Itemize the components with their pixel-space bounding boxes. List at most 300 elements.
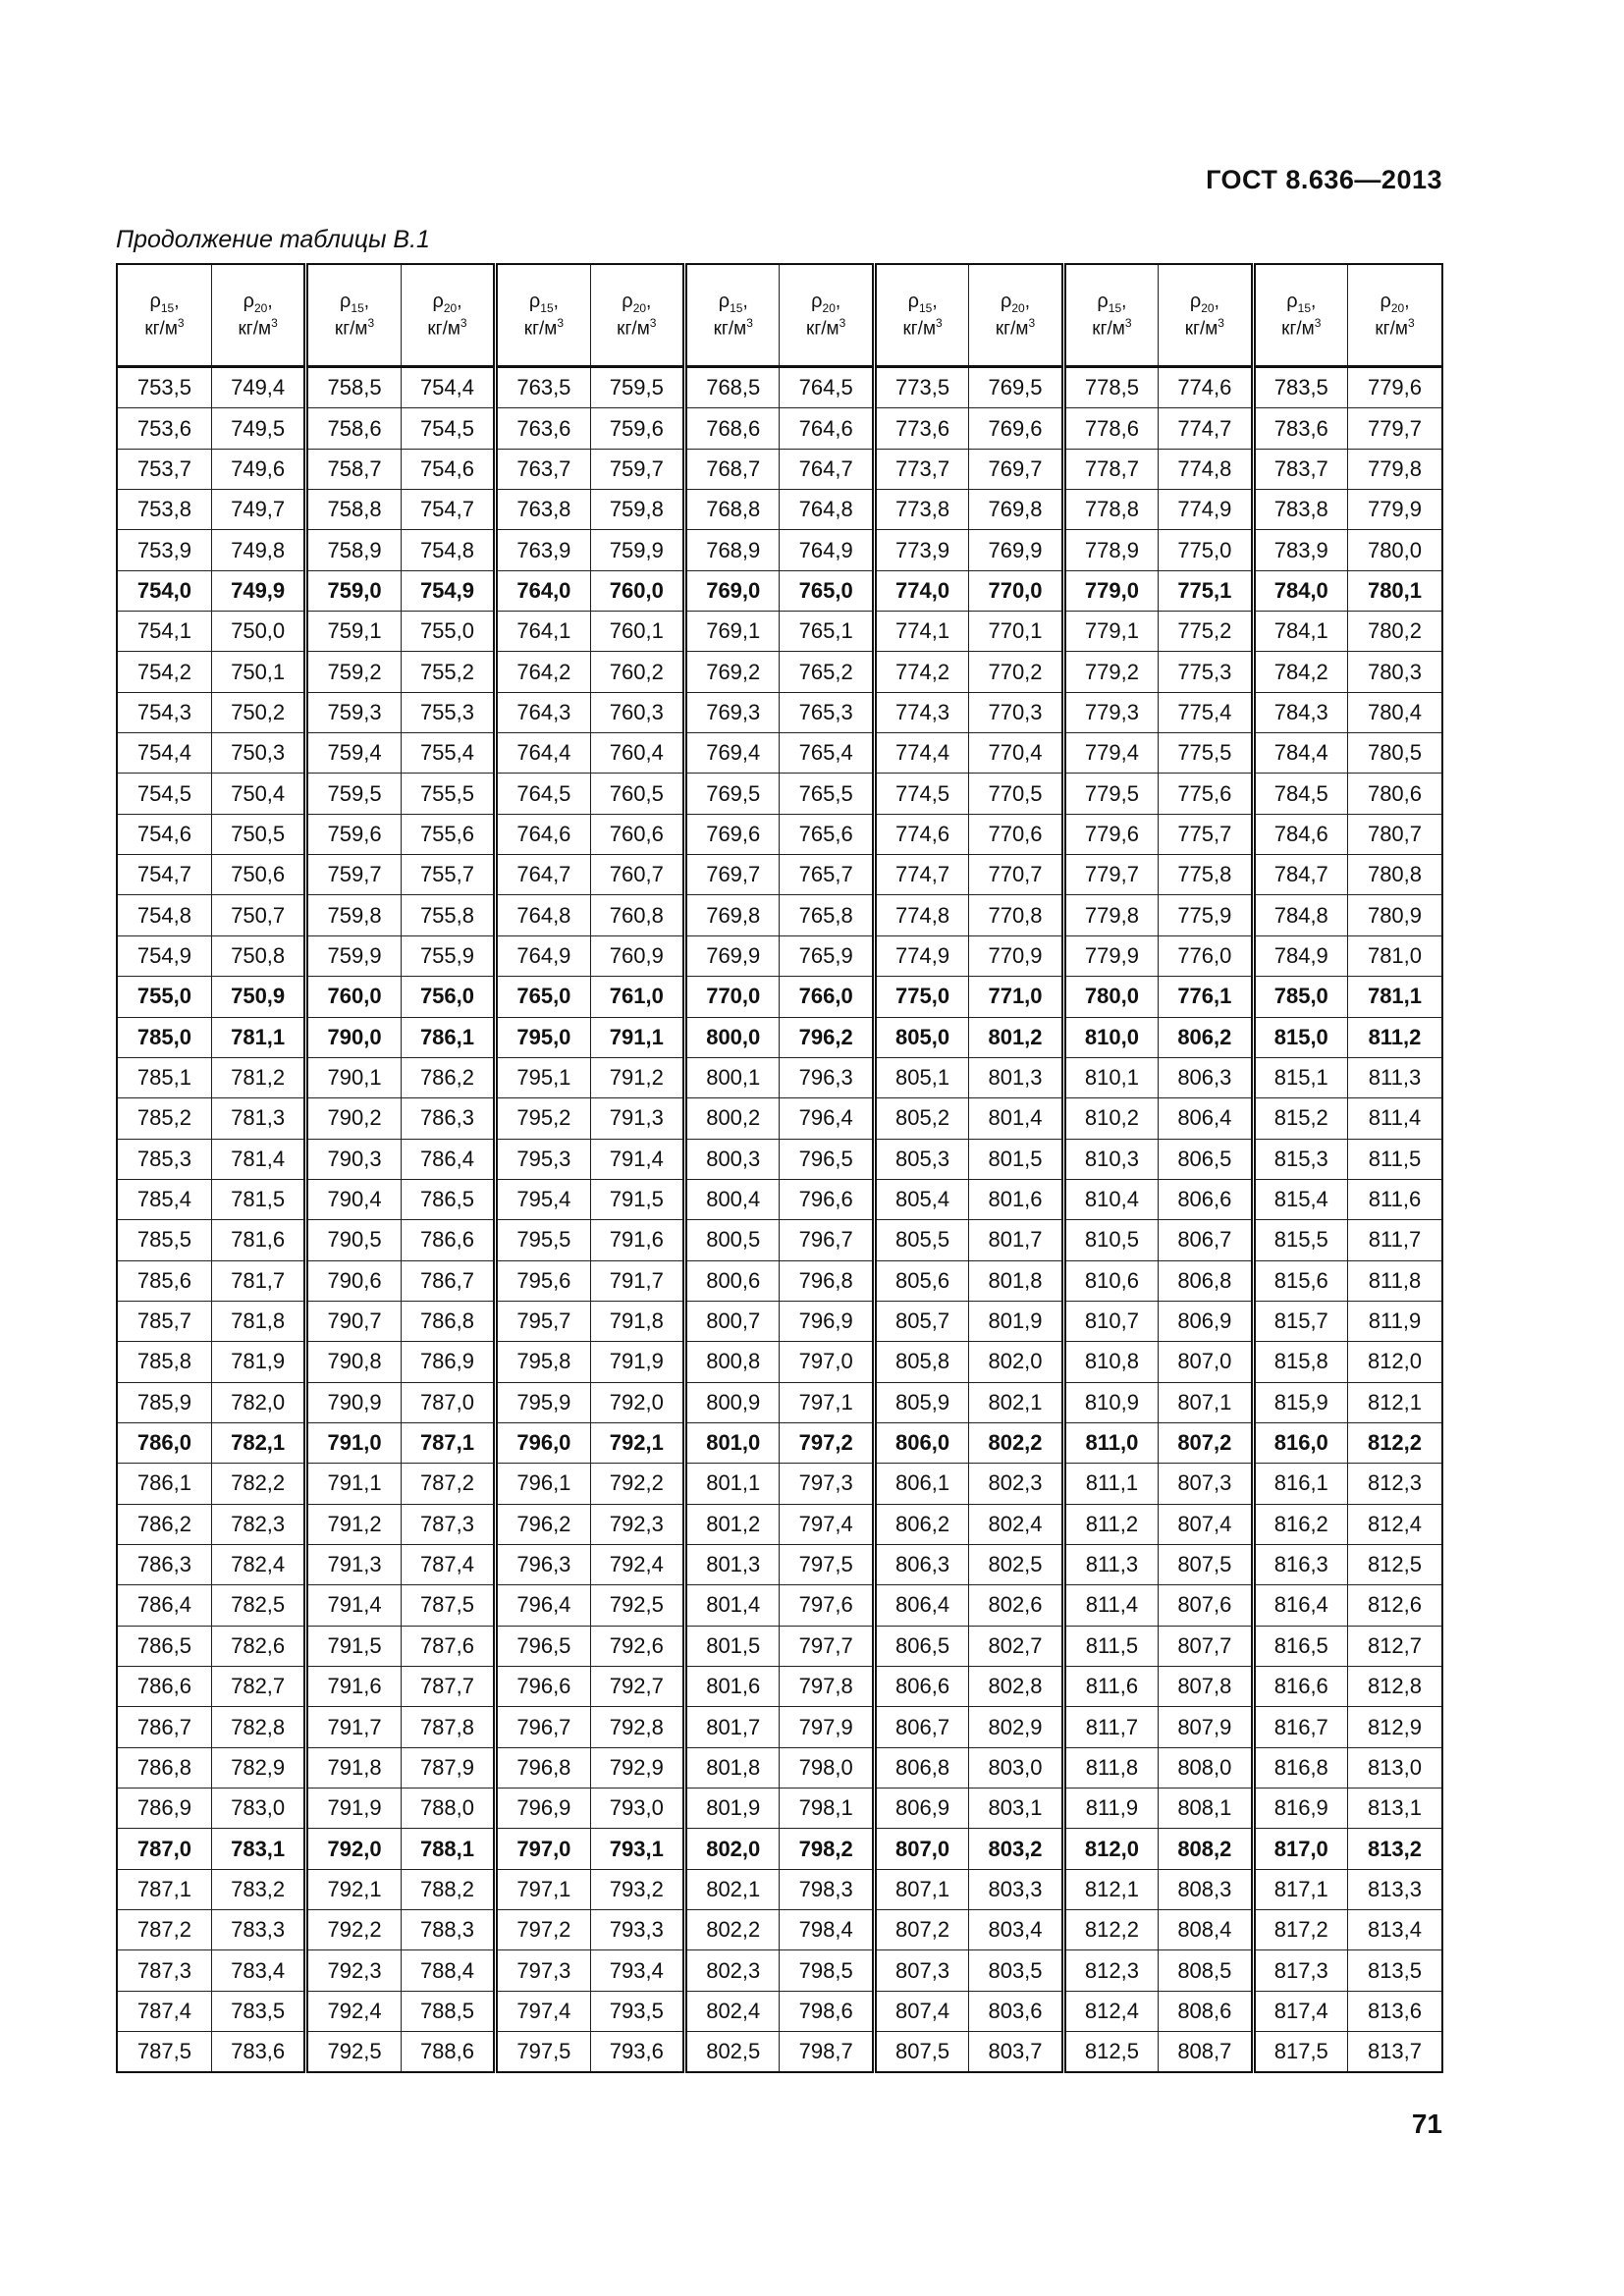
table-row bbox=[117, 895, 1442, 935]
table-cell: 801,7 bbox=[685, 1707, 780, 1747]
table-row bbox=[117, 1747, 1442, 1788]
table-cell: 803,1 bbox=[969, 1789, 1063, 1829]
table-cell: 801,8 bbox=[969, 1260, 1063, 1301]
table-cell: 779,8 bbox=[1063, 895, 1158, 935]
table-cell: 769,4 bbox=[685, 733, 780, 774]
table-cell: 779,1 bbox=[1063, 612, 1158, 652]
table-cell: 754,9 bbox=[401, 570, 495, 611]
table-cell: 791,7 bbox=[590, 1260, 684, 1301]
table-cell: 759,8 bbox=[306, 895, 401, 935]
table-cell: 791,3 bbox=[306, 1544, 401, 1584]
header-cell-rho20: $\rho_{20}$, $кг/м^3$ bbox=[401, 264, 495, 367]
table-cell: 797,6 bbox=[780, 1585, 874, 1626]
table-cell: 766,0 bbox=[780, 977, 874, 1017]
table-cell: 759,6 bbox=[306, 814, 401, 854]
table-cell: 755,4 bbox=[401, 733, 495, 774]
table-cell: 791,5 bbox=[590, 1179, 684, 1219]
table-cell: 808,7 bbox=[1159, 2032, 1253, 2073]
table-cell: 769,5 bbox=[685, 774, 780, 814]
table-cell: 816,5 bbox=[1253, 1626, 1347, 1666]
table-cell: 815,3 bbox=[1253, 1139, 1347, 1179]
table-cell: 759,3 bbox=[306, 692, 401, 732]
table-cell: 760,4 bbox=[590, 733, 684, 774]
table-cell: 811,7 bbox=[1063, 1707, 1158, 1747]
table-cell: 774,2 bbox=[874, 652, 968, 692]
table-cell: 798,4 bbox=[780, 1910, 874, 1950]
table-cell: 785,2 bbox=[117, 1098, 211, 1139]
table-cell: 797,0 bbox=[780, 1342, 874, 1382]
table-cell: 795,1 bbox=[496, 1057, 590, 1097]
table-row bbox=[117, 1504, 1442, 1544]
table-cell: 784,8 bbox=[1253, 895, 1347, 935]
table-cell: 774,4 bbox=[874, 733, 968, 774]
table-cell: 783,6 bbox=[211, 2032, 305, 2073]
table-cell: 783,2 bbox=[211, 1869, 305, 1909]
table-cell: 755,7 bbox=[401, 855, 495, 895]
table-cell: 754,8 bbox=[401, 530, 495, 570]
table-cell: 800,2 bbox=[685, 1098, 780, 1139]
table-cell: 808,4 bbox=[1159, 1910, 1253, 1950]
table-cell: 811,3 bbox=[1347, 1057, 1442, 1097]
table-cell: 785,8 bbox=[117, 1342, 211, 1382]
table-cell: 780,8 bbox=[1347, 855, 1442, 895]
table-cell: 807,4 bbox=[1159, 1504, 1253, 1544]
table-cell: 754,9 bbox=[117, 935, 211, 976]
page-number: 71 bbox=[1411, 2109, 1442, 2139]
table-cell: 816,8 bbox=[1253, 1747, 1347, 1788]
table-cell: 802,1 bbox=[969, 1382, 1063, 1422]
table-cell: 803,5 bbox=[969, 1950, 1063, 1991]
table-row bbox=[117, 1098, 1442, 1139]
table-cell: 787,0 bbox=[401, 1382, 495, 1422]
table-cell: 812,3 bbox=[1347, 1464, 1442, 1504]
table-cell: 796,7 bbox=[496, 1707, 590, 1747]
table-cell: 774,1 bbox=[874, 612, 968, 652]
table-row bbox=[117, 1829, 1442, 1869]
table-cell: 801,4 bbox=[969, 1098, 1063, 1139]
table-row bbox=[117, 814, 1442, 854]
table-cell: 810,5 bbox=[1063, 1220, 1158, 1260]
table-cell: 811,2 bbox=[1347, 1017, 1442, 1057]
table-cell: 816,7 bbox=[1253, 1707, 1347, 1747]
table-cell: 775,0 bbox=[874, 977, 968, 1017]
table-cell: 801,8 bbox=[685, 1747, 780, 1788]
table-cell: 786,2 bbox=[117, 1504, 211, 1544]
table-cell: 812,2 bbox=[1063, 1910, 1158, 1950]
table-cell: 783,1 bbox=[211, 1829, 305, 1869]
table-row bbox=[117, 1464, 1442, 1504]
table-cell: 808,1 bbox=[1159, 1789, 1253, 1829]
table-cell: 754,8 bbox=[117, 895, 211, 935]
table-cell: 796,3 bbox=[496, 1544, 590, 1584]
table-cell: 760,8 bbox=[590, 895, 684, 935]
table-cell: 795,2 bbox=[496, 1098, 590, 1139]
table-cell: 781,4 bbox=[211, 1139, 305, 1179]
table-cell: 753,9 bbox=[117, 530, 211, 570]
table-cell: 774,6 bbox=[1159, 367, 1253, 408]
table-cell: 786,6 bbox=[117, 1667, 211, 1707]
table-cell: 755,8 bbox=[401, 895, 495, 935]
header-cell-rho15: $\rho_{15}$, $кг/м^3$ bbox=[117, 264, 211, 367]
table-cell: 754,4 bbox=[401, 367, 495, 408]
table-cell: 784,6 bbox=[1253, 814, 1347, 854]
table-cell: 780,1 bbox=[1347, 570, 1442, 611]
table-cell: 813,7 bbox=[1347, 2032, 1442, 2073]
header-cell-rho20: $\rho_{20}$, $кг/м^3$ bbox=[1347, 264, 1442, 367]
table-cell: 759,1 bbox=[306, 612, 401, 652]
table-cell: 759,2 bbox=[306, 652, 401, 692]
table-cell: 796,6 bbox=[780, 1179, 874, 1219]
table-cell: 783,3 bbox=[211, 1910, 305, 1950]
table-cell: 780,6 bbox=[1347, 774, 1442, 814]
table-row bbox=[117, 1626, 1442, 1666]
table-cell: 813,5 bbox=[1347, 1950, 1442, 1991]
table-cell: 797,4 bbox=[496, 1991, 590, 2031]
table-cell: 812,9 bbox=[1347, 1707, 1442, 1747]
table-cell: 764,7 bbox=[496, 855, 590, 895]
table-cell: 815,5 bbox=[1253, 1220, 1347, 1260]
table-cell: 764,8 bbox=[780, 490, 874, 530]
table-cell: 800,4 bbox=[685, 1179, 780, 1219]
table-cell: 810,4 bbox=[1063, 1179, 1158, 1219]
table-row bbox=[117, 1342, 1442, 1382]
table-cell: 791,4 bbox=[590, 1139, 684, 1179]
table-cell: 808,2 bbox=[1159, 1829, 1253, 1869]
table-cell: 761,0 bbox=[590, 977, 684, 1017]
table-cell: 782,1 bbox=[211, 1422, 305, 1463]
table-cell: 816,6 bbox=[1253, 1667, 1347, 1707]
table-cell: 784,5 bbox=[1253, 774, 1347, 814]
table-cell: 802,1 bbox=[685, 1869, 780, 1909]
table-cell: 791,9 bbox=[590, 1342, 684, 1382]
table-cell: 760,9 bbox=[590, 935, 684, 976]
table-cell: 787,1 bbox=[117, 1869, 211, 1909]
table-cell: 795,0 bbox=[496, 1017, 590, 1057]
table-cell: 779,0 bbox=[1063, 570, 1158, 611]
table-cell: 812,5 bbox=[1063, 2032, 1158, 2073]
table-cell: 780,3 bbox=[1347, 652, 1442, 692]
table-cell: 817,1 bbox=[1253, 1869, 1347, 1909]
table-cell: 791,1 bbox=[306, 1464, 401, 1504]
table-cell: 769,8 bbox=[685, 895, 780, 935]
table-cell: 769,1 bbox=[685, 612, 780, 652]
table-cell: 810,3 bbox=[1063, 1139, 1158, 1179]
table-cell: 801,5 bbox=[969, 1139, 1063, 1179]
table-cell: 797,1 bbox=[780, 1382, 874, 1422]
table-cell: 750,2 bbox=[211, 692, 305, 732]
table-cell: 749,6 bbox=[211, 449, 305, 489]
table-row bbox=[117, 1017, 1442, 1057]
table-row bbox=[117, 1869, 1442, 1909]
table-cell: 775,4 bbox=[1159, 692, 1253, 732]
table-cell: 806,2 bbox=[1159, 1017, 1253, 1057]
table-cell: 806,8 bbox=[874, 1747, 968, 1788]
table-cell: 773,6 bbox=[874, 408, 968, 449]
table-cell: 760,5 bbox=[590, 774, 684, 814]
table-cell: 786,2 bbox=[401, 1057, 495, 1097]
table-cell: 763,9 bbox=[496, 530, 590, 570]
table-cell: 787,3 bbox=[117, 1950, 211, 1991]
table-row bbox=[117, 1260, 1442, 1301]
table-cell: 754,5 bbox=[401, 408, 495, 449]
table-cell: 792,8 bbox=[590, 1707, 684, 1747]
table-cell: 750,1 bbox=[211, 652, 305, 692]
table-cell: 797,8 bbox=[780, 1667, 874, 1707]
table-row bbox=[117, 570, 1442, 611]
table-cell: 811,6 bbox=[1347, 1179, 1442, 1219]
table-cell: 783,8 bbox=[1253, 490, 1347, 530]
table-cell: 774,9 bbox=[1159, 490, 1253, 530]
table-cell: 778,6 bbox=[1063, 408, 1158, 449]
table-cell: 760,2 bbox=[590, 652, 684, 692]
table-cell: 811,8 bbox=[1347, 1260, 1442, 1301]
table-cell: 801,2 bbox=[969, 1017, 1063, 1057]
table-cell: 793,5 bbox=[590, 1991, 684, 2031]
table-cell: 775,5 bbox=[1159, 733, 1253, 774]
table-cell: 787,2 bbox=[117, 1910, 211, 1950]
table-cell: 776,1 bbox=[1159, 977, 1253, 1017]
table-cell: 800,5 bbox=[685, 1220, 780, 1260]
table-cell: 792,0 bbox=[590, 1382, 684, 1422]
table-cell: 806,7 bbox=[1159, 1220, 1253, 1260]
table-cell: 806,1 bbox=[874, 1464, 968, 1504]
header-cell-rho20: $\rho_{20}$, $кг/м^3$ bbox=[1159, 264, 1253, 367]
table-cell: 793,4 bbox=[590, 1950, 684, 1991]
table-cell: 802,2 bbox=[685, 1910, 780, 1950]
table-cell: 765,6 bbox=[780, 814, 874, 854]
table-body bbox=[117, 367, 1442, 2073]
table-cell: 802,3 bbox=[969, 1464, 1063, 1504]
table-cell: 796,3 bbox=[780, 1057, 874, 1097]
table-cell: 806,9 bbox=[874, 1789, 968, 1829]
table-cell: 811,5 bbox=[1063, 1626, 1158, 1666]
table-cell: 764,0 bbox=[496, 570, 590, 611]
table-cell: 787,5 bbox=[117, 2032, 211, 2073]
table-cell: 750,6 bbox=[211, 855, 305, 895]
table-cell: 769,6 bbox=[969, 408, 1063, 449]
table-cell: 811,4 bbox=[1063, 1585, 1158, 1626]
table-cell: 806,2 bbox=[874, 1504, 968, 1544]
table-cell: 790,0 bbox=[306, 1017, 401, 1057]
table-row bbox=[117, 1382, 1442, 1422]
table-cell: 769,9 bbox=[969, 530, 1063, 570]
table-cell: 754,3 bbox=[117, 692, 211, 732]
table-cell: 768,9 bbox=[685, 530, 780, 570]
table-cell: 797,5 bbox=[496, 2032, 590, 2073]
table-cell: 782,9 bbox=[211, 1747, 305, 1788]
table-cell: 803,3 bbox=[969, 1869, 1063, 1909]
table-cell: 769,6 bbox=[685, 814, 780, 854]
header-cell-rho15: $\rho_{15}$, $кг/м^3$ bbox=[1063, 264, 1158, 367]
table-cell: 754,2 bbox=[117, 652, 211, 692]
table-cell: 760,7 bbox=[590, 855, 684, 895]
table-cell: 768,8 bbox=[685, 490, 780, 530]
table-cell: 774,7 bbox=[1159, 408, 1253, 449]
table-cell: 791,9 bbox=[306, 1789, 401, 1829]
table-cell: 791,2 bbox=[590, 1057, 684, 1097]
header-cell-rho15: $\rho_{15}$, $кг/м^3$ bbox=[496, 264, 590, 367]
table-cell: 783,7 bbox=[1253, 449, 1347, 489]
table-cell: 798,1 bbox=[780, 1789, 874, 1829]
table-cell: 791,6 bbox=[306, 1667, 401, 1707]
table-cell: 782,2 bbox=[211, 1464, 305, 1504]
table-cell: 802,9 bbox=[969, 1707, 1063, 1747]
table-row bbox=[117, 490, 1442, 530]
table-cell: 781,9 bbox=[211, 1342, 305, 1382]
table-cell: 795,5 bbox=[496, 1220, 590, 1260]
table-cell: 790,3 bbox=[306, 1139, 401, 1179]
standard-designation: ГОСТ 8.636—2013 bbox=[1206, 165, 1442, 194]
table-cell: 798,0 bbox=[780, 1747, 874, 1788]
table-cell: 768,7 bbox=[685, 449, 780, 489]
table-cell: 769,2 bbox=[685, 652, 780, 692]
table-cell: 811,3 bbox=[1063, 1544, 1158, 1584]
table-cell: 793,3 bbox=[590, 1910, 684, 1950]
table-cell: 787,6 bbox=[401, 1626, 495, 1666]
header-cell-rho20: $\rho_{20}$, $кг/м^3$ bbox=[211, 264, 305, 367]
table-cell: 785,6 bbox=[117, 1260, 211, 1301]
table-cell: 750,0 bbox=[211, 612, 305, 652]
table-cell: 798,7 bbox=[780, 2032, 874, 2073]
table-cell: 806,6 bbox=[1159, 1179, 1253, 1219]
table-cell: 786,7 bbox=[117, 1707, 211, 1747]
table-cell: 815,4 bbox=[1253, 1179, 1347, 1219]
table-cell: 816,9 bbox=[1253, 1789, 1347, 1829]
table-cell: 792,4 bbox=[590, 1544, 684, 1584]
table-cell: 759,5 bbox=[306, 774, 401, 814]
table-cell: 790,2 bbox=[306, 1098, 401, 1139]
table-cell: 813,2 bbox=[1347, 1829, 1442, 1869]
table-cell: 798,3 bbox=[780, 1869, 874, 1909]
table-cell: 774,0 bbox=[874, 570, 968, 611]
table-cell: 801,6 bbox=[969, 1179, 1063, 1219]
table-cell: 805,5 bbox=[874, 1220, 968, 1260]
table-cell: 815,6 bbox=[1253, 1260, 1347, 1301]
table-cell: 811,9 bbox=[1347, 1301, 1442, 1341]
table-cell: 791,8 bbox=[306, 1747, 401, 1788]
table-cell: 790,4 bbox=[306, 1179, 401, 1219]
table-cell: 815,9 bbox=[1253, 1382, 1347, 1422]
table-row bbox=[117, 1585, 1442, 1626]
table-row bbox=[117, 1707, 1442, 1747]
table-cell: 769,0 bbox=[685, 570, 780, 611]
table-cell: 801,9 bbox=[685, 1789, 780, 1829]
table-cell: 785,3 bbox=[117, 1139, 211, 1179]
table-cell: 784,7 bbox=[1253, 855, 1347, 895]
table-cell: 774,3 bbox=[874, 692, 968, 732]
table-cell: 782,5 bbox=[211, 1585, 305, 1626]
table-cell: 781,7 bbox=[211, 1260, 305, 1301]
table-cell: 784,0 bbox=[1253, 570, 1347, 611]
table-cell: 750,3 bbox=[211, 733, 305, 774]
table-cell: 793,0 bbox=[590, 1789, 684, 1829]
table-cell: 807,1 bbox=[1159, 1382, 1253, 1422]
table-cell: 796,5 bbox=[780, 1139, 874, 1179]
table-cell: 764,2 bbox=[496, 652, 590, 692]
table-cell: 807,3 bbox=[1159, 1464, 1253, 1504]
table-cell: 764,6 bbox=[780, 408, 874, 449]
table-cell: 795,4 bbox=[496, 1179, 590, 1219]
table-cell: 765,8 bbox=[780, 895, 874, 935]
table-cell: 805,7 bbox=[874, 1301, 968, 1341]
table-cell: 801,4 bbox=[685, 1585, 780, 1626]
table-cell: 781,1 bbox=[1347, 977, 1442, 1017]
table-cell: 811,9 bbox=[1063, 1789, 1158, 1829]
table-cell: 764,4 bbox=[496, 733, 590, 774]
table-cell: 796,5 bbox=[496, 1626, 590, 1666]
table-cell: 805,0 bbox=[874, 1017, 968, 1057]
table-cell: 775,9 bbox=[1159, 895, 1253, 935]
table-cell: 769,3 bbox=[685, 692, 780, 732]
table-cell: 800,1 bbox=[685, 1057, 780, 1097]
table-cell: 781,1 bbox=[211, 1017, 305, 1057]
table-caption: Продолжение таблицы В.1 bbox=[116, 226, 430, 253]
table-cell: 780,0 bbox=[1063, 977, 1158, 1017]
table-cell: 786,8 bbox=[401, 1301, 495, 1341]
table-cell: 770,4 bbox=[969, 733, 1063, 774]
table-cell: 785,5 bbox=[117, 1220, 211, 1260]
table-cell: 812,0 bbox=[1063, 1829, 1158, 1869]
table-cell: 812,1 bbox=[1063, 1869, 1158, 1909]
table-cell: 764,5 bbox=[780, 367, 874, 408]
table-cell: 815,2 bbox=[1253, 1098, 1347, 1139]
table-cell: 786,7 bbox=[401, 1260, 495, 1301]
table-cell: 808,0 bbox=[1159, 1747, 1253, 1788]
table-cell: 795,6 bbox=[496, 1260, 590, 1301]
table-cell: 770,0 bbox=[685, 977, 780, 1017]
table-cell: 812,8 bbox=[1347, 1667, 1442, 1707]
table-cell: 780,4 bbox=[1347, 692, 1442, 732]
table-cell: 782,7 bbox=[211, 1667, 305, 1707]
table-cell: 787,9 bbox=[401, 1747, 495, 1788]
table-cell: 769,7 bbox=[969, 449, 1063, 489]
table-cell: 806,7 bbox=[874, 1707, 968, 1747]
table-cell: 795,3 bbox=[496, 1139, 590, 1179]
table-cell: 796,8 bbox=[496, 1747, 590, 1788]
table-cell: 797,7 bbox=[780, 1626, 874, 1666]
table-cell: 759,7 bbox=[306, 855, 401, 895]
table-cell: 800,7 bbox=[685, 1301, 780, 1341]
table-cell: 816,1 bbox=[1253, 1464, 1347, 1504]
table-cell: 754,5 bbox=[117, 774, 211, 814]
table-cell: 764,1 bbox=[496, 612, 590, 652]
table-cell: 749,7 bbox=[211, 490, 305, 530]
table-cell: 783,5 bbox=[1253, 367, 1347, 408]
table-cell: 810,6 bbox=[1063, 1260, 1158, 1301]
table-cell: 810,2 bbox=[1063, 1098, 1158, 1139]
table-cell: 812,4 bbox=[1063, 1991, 1158, 2031]
table-cell: 801,3 bbox=[969, 1057, 1063, 1097]
table-cell: 769,7 bbox=[685, 855, 780, 895]
table-row bbox=[117, 855, 1442, 895]
table-cell: 770,7 bbox=[969, 855, 1063, 895]
table-cell: 790,7 bbox=[306, 1301, 401, 1341]
table-cell: 792,2 bbox=[590, 1464, 684, 1504]
table-cell: 755,9 bbox=[401, 935, 495, 976]
table-cell: 787,0 bbox=[117, 1829, 211, 1869]
table-cell: 749,5 bbox=[211, 408, 305, 449]
table-cell: 754,7 bbox=[401, 490, 495, 530]
table-cell: 771,0 bbox=[969, 977, 1063, 1017]
table-cell: 768,5 bbox=[685, 367, 780, 408]
table-cell: 764,3 bbox=[496, 692, 590, 732]
header-cell-rho20: $\rho_{20}$, $кг/м^3$ bbox=[780, 264, 874, 367]
table-cell: 796,4 bbox=[496, 1585, 590, 1626]
table-cell: 770,9 bbox=[969, 935, 1063, 976]
table-cell: 805,6 bbox=[874, 1260, 968, 1301]
table-row bbox=[117, 1220, 1442, 1260]
table-cell: 797,2 bbox=[780, 1422, 874, 1463]
